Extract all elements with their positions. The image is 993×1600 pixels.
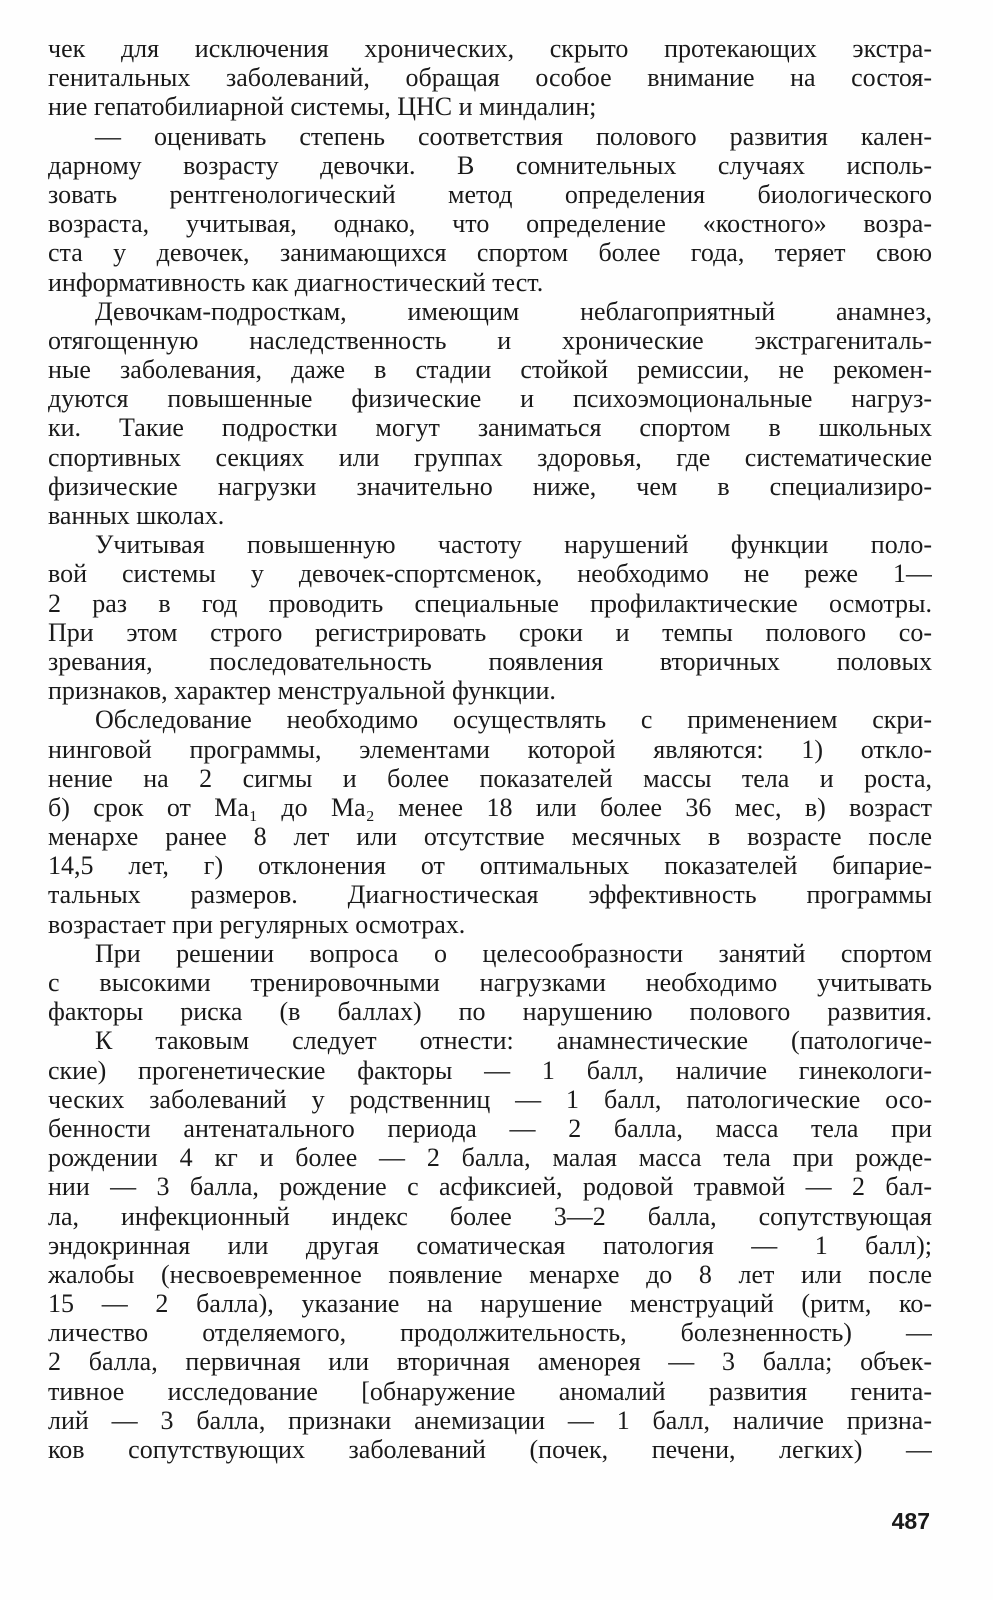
text-line: Учитывая повышенную частоту нарушений функции поло- xyxy=(95,530,932,560)
page-number: 487 xyxy=(891,1508,930,1534)
text-line: тальных размеров. Диагностическая эффективность программы xyxy=(48,880,932,910)
text-line: ста у девочек, занимающихся спортом более года, теряет свою xyxy=(48,238,932,268)
text-line: При этом строго регистрировать сроки и темпы полового со- xyxy=(48,617,932,647)
text-line: факторы риска (в баллах) по нарушению полового развития. xyxy=(48,997,932,1027)
text-line: генитальных заболеваний, обращая особое внимание на состоя- xyxy=(48,63,932,93)
text-line: чек для исключения хронических, скрыто протекающих экстра- xyxy=(48,34,932,63)
text-line: Девочкам-подросткам, имеющим неблагоприятный анамнез, xyxy=(95,296,932,326)
text-line: 15 — 2 балла), указание на нарушение менструаций (ритм, ко- xyxy=(48,1289,932,1319)
text-line: отягощенную наследственность и хронические экстрагениталь- xyxy=(48,325,932,355)
text-line: При решении вопроса о целесообразности занятий спортом xyxy=(95,938,932,968)
text-line: ков сопутствующих заболеваний (почек, печени, легких) — xyxy=(48,1435,932,1464)
text-line: возраста, учитывая, однако, что определение «костного» возра- xyxy=(48,209,932,239)
text-line: ла, инфекционный индекс более 3—2 балла, сопутствующая xyxy=(48,1201,932,1231)
text-line: спортивных секциях или группах здоровья, где систематические xyxy=(48,442,932,472)
text-line: с высокими тренировочными нагрузками необходимо учитывать xyxy=(48,968,932,997)
text-line: лий — 3 балла, признаки анемизации — 1 балл, наличие призна- xyxy=(48,1405,932,1435)
text-line: ские) прогенетические факторы — 1 балл, наличие гинекологи- xyxy=(48,1055,932,1085)
text-line: нии — 3 балла, рождение с асфиксией, родовой травмой — 2 бал- xyxy=(48,1172,932,1202)
text-line: тивное исследование [обнаружение аномалий развития генита- xyxy=(48,1376,932,1406)
text-line: ные заболевания, даже в стадии стойкой ремиссии, не рекомен- xyxy=(48,355,932,385)
text-line: информативность как диагностический тест. xyxy=(48,267,544,297)
text-line: б) срок от Ma₁ до Ma₂ менее 18 или более 36 мес, в) возраст xyxy=(48,792,932,822)
text-line: нение на 2 сигмы и более показателей массы тела и роста, xyxy=(48,763,932,793)
text-line: ческих заболеваний у родственниц — 1 балл, патологические осо- xyxy=(48,1084,932,1114)
body-text xyxy=(48,34,932,1464)
text-line: ванных школах. xyxy=(48,501,225,530)
text-line: менархе ранее 8 лет или отсутствие месячных в возрасте после xyxy=(48,822,932,852)
text-line: дуются повышенные физические и психоэмоциональные нагруз- xyxy=(48,384,932,414)
text-line: ки. Такие подростки могут заниматься спортом в школьных xyxy=(48,413,932,443)
text-line: Обследование необходимо осуществлять с применением скри- xyxy=(95,705,932,735)
text-line: — оценивать степень соответствия полового развития кален- xyxy=(95,121,932,151)
text-line: зовать рентгенологический метод определения биологического xyxy=(48,179,932,209)
text-line: 2 раз в год проводить специальные профилактические осмотры. xyxy=(48,588,932,618)
text-line: эндокринная или другая соматическая патология — 1 балл); xyxy=(48,1230,932,1260)
text-line: жалобы (несвоевременное появление менархе до 8 лет или после xyxy=(48,1259,932,1289)
text-line: возрастает при регулярных осмотрах. xyxy=(48,909,466,939)
text-line: дарному возрасту девочки. В сомнительных случаях исполь- xyxy=(48,150,932,180)
text-line: бенности антенатального периода — 2 балла, масса тела при xyxy=(48,1113,932,1143)
text-line: рождении 4 кг и более — 2 балла, малая масса тела при рожде- xyxy=(48,1143,932,1173)
text-line: К таковым следует отнести: анамнестические (патологиче- xyxy=(95,1026,932,1056)
text-line: ние гепатобилиарной системы, ЦНС и миндалин; xyxy=(48,92,597,122)
text-line: личество отделяемого, продолжительность, болезненность) — xyxy=(48,1318,932,1348)
text-line: 14,5 лет, г) отклонения от оптимальных показателей бипарие- xyxy=(48,851,932,881)
text-line: нинговой программы, элементами которой являются: 1) откло- xyxy=(48,734,932,764)
text-line: физические нагрузки значительно ниже, чем в специализиро- xyxy=(48,471,932,501)
text-line: признаков, характер менструальной функции. xyxy=(48,676,556,706)
text-line: 2 балла, первичная или вторичная аменорея — 3 балла; объек- xyxy=(48,1347,932,1377)
text-line: вой системы у девочек-спортсменок, необходимо не реже 1— xyxy=(48,559,932,589)
text-line: зревания, последовательность появления вторичных половых xyxy=(48,646,932,676)
